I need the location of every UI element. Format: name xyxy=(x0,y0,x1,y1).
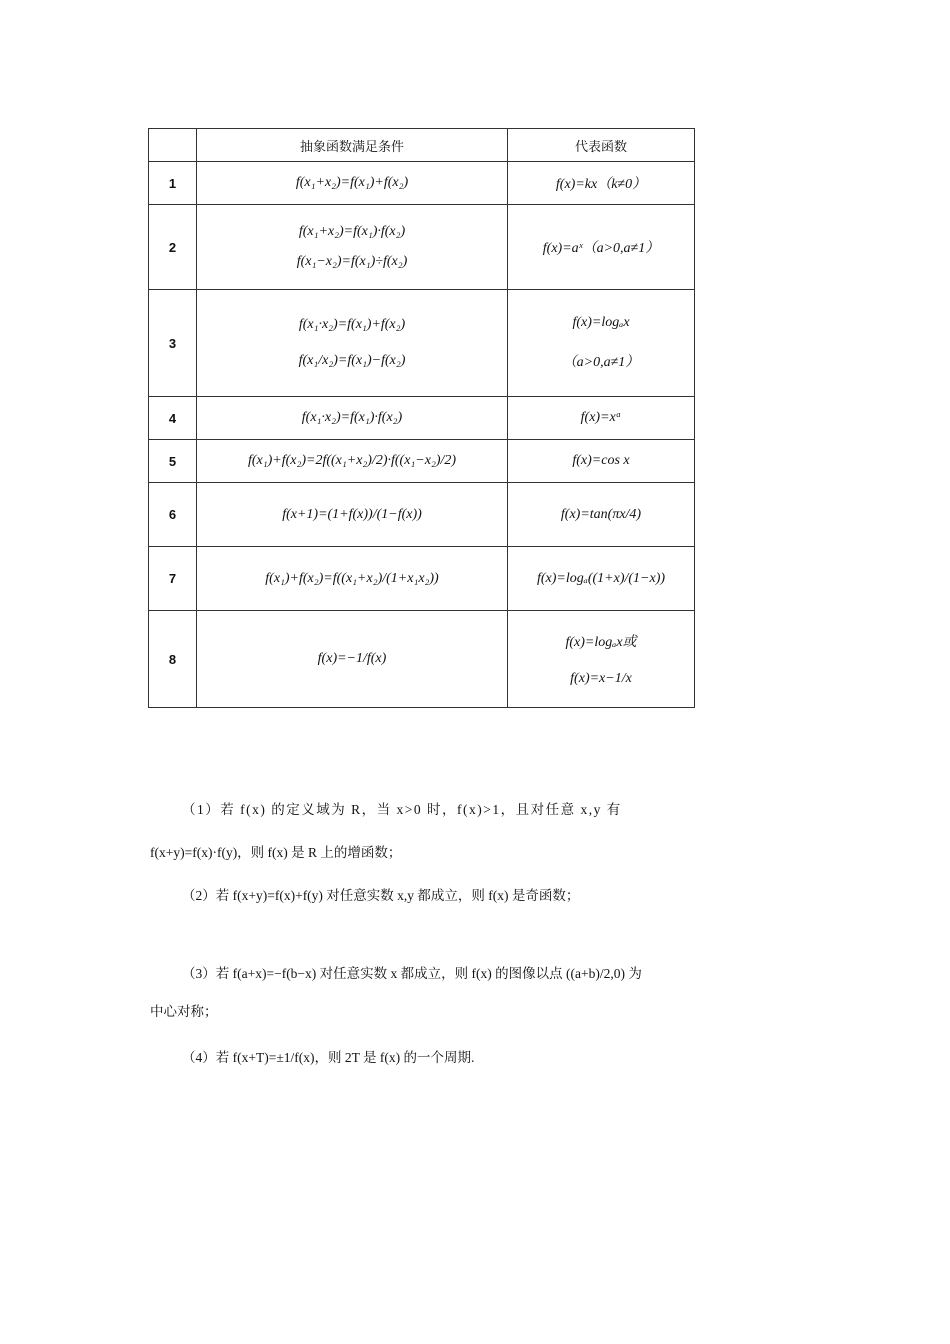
table-row xyxy=(149,290,695,397)
function-formula: f(x)=logₐx xyxy=(572,315,630,330)
function-formula: f(x)=x−1/x xyxy=(570,671,632,686)
function-formula: f(x)=aˣ（a>0,a≠1） xyxy=(542,241,660,256)
row-function xyxy=(508,205,695,290)
header-index xyxy=(149,129,197,162)
header-functions: 代表函数 xyxy=(508,129,695,162)
row-number: 2 xyxy=(149,205,197,290)
note-4: （4）若 f(x+T)=±1/f(x)，则 2T 是 f(x) 的一个周期. xyxy=(182,1050,475,1065)
function-formula: f(x)=tan(πx/4) xyxy=(560,506,642,522)
row-number: 3 xyxy=(149,290,197,397)
table-header-row xyxy=(149,129,695,162)
row-number: 5 xyxy=(149,440,197,483)
condition-formula: f(x₁/x₂)=f(x₁)−f(x₂) xyxy=(298,353,406,368)
note-1-line-2: f(x+y)=f(x)·f(y)，则 f(x) 是 R 上的增函数； xyxy=(150,845,402,860)
condition-formula: f(x₁·x₂)=f(x₁)·f(x₂) xyxy=(301,410,403,425)
condition-formula: f(x₁)+f(x₂)=f((x₁+x₂)/(1+x₁x₂)) xyxy=(265,570,439,586)
note-1-line-1: （1）若 f(x) 的定义域为 R，当 x>0 时，f(x)>1，且对任意 x,y 有 xyxy=(182,802,622,817)
function-formula: f(x)=cos x xyxy=(572,453,630,468)
note-3-line-2: 中心对称； xyxy=(150,1004,218,1019)
row-condition xyxy=(197,483,508,547)
condition-formula: f(x₁)+f(x₂)=2f((x₁+x₂)/2)·f((x₁−x₂)/2) xyxy=(247,453,457,468)
condition-formula: f(x₁·x₂)=f(x₁)+f(x₂) xyxy=(298,317,406,332)
note-2: （2）若 f(x+y)=f(x)+f(y) 对任意实数 x,y 都成立，则 f(x) 是奇函数； xyxy=(182,888,580,903)
row-number: 6 xyxy=(149,483,197,547)
row-condition xyxy=(197,162,508,205)
row-condition xyxy=(197,397,508,440)
function-formula: （a>0,a≠1） xyxy=(562,355,640,370)
row-function xyxy=(508,290,695,397)
table-row xyxy=(149,547,695,611)
row-condition xyxy=(197,290,508,397)
function-formula: f(x)=xᵃ xyxy=(580,410,622,425)
row-function xyxy=(508,611,695,708)
table-row xyxy=(149,205,695,290)
condition-formula: f(x₁+x₂)=f(x₁)·f(x₂) xyxy=(298,224,406,239)
row-function xyxy=(508,397,695,440)
table-row xyxy=(149,611,695,708)
table-row xyxy=(149,440,695,483)
function-formula: f(x)=kx（k≠0） xyxy=(555,177,647,192)
row-function xyxy=(508,547,695,611)
row-number: 7 xyxy=(149,547,197,611)
row-function xyxy=(508,440,695,483)
row-condition xyxy=(197,440,508,483)
condition-formula: f(x)=−1/f(x) xyxy=(317,651,387,666)
function-formula: f(x)=logₐx或 xyxy=(565,635,637,650)
condition-formula: f(x₁+x₂)=f(x₁)+f(x₂) xyxy=(295,175,409,190)
row-condition xyxy=(197,611,508,708)
row-function xyxy=(508,483,695,547)
row-condition xyxy=(197,547,508,611)
row-number: 8 xyxy=(149,611,197,708)
table-row xyxy=(149,397,695,440)
note-3-line-1: （3）若 f(a+x)=−f(b−x) 对任意实数 x 都成立，则 f(x) 的图像以点 ((a+b)/2,0) 为 xyxy=(182,966,642,981)
abstract-function-table xyxy=(148,128,695,708)
table-row xyxy=(149,162,695,205)
header-conditions: 抽象函数满足条件 xyxy=(197,129,508,162)
row-number: 4 xyxy=(149,397,197,440)
row-condition xyxy=(197,205,508,290)
condition-formula: f(x+1)=(1+f(x))/(1−f(x)) xyxy=(282,506,422,522)
row-function xyxy=(508,162,695,205)
row-number: 1 xyxy=(149,162,197,205)
condition-formula: f(x₁−x₂)=f(x₁)÷f(x₂) xyxy=(296,254,408,269)
function-formula: f(x)=logₐ((1+x)/(1−x)) xyxy=(536,570,666,586)
table-row xyxy=(149,483,695,547)
